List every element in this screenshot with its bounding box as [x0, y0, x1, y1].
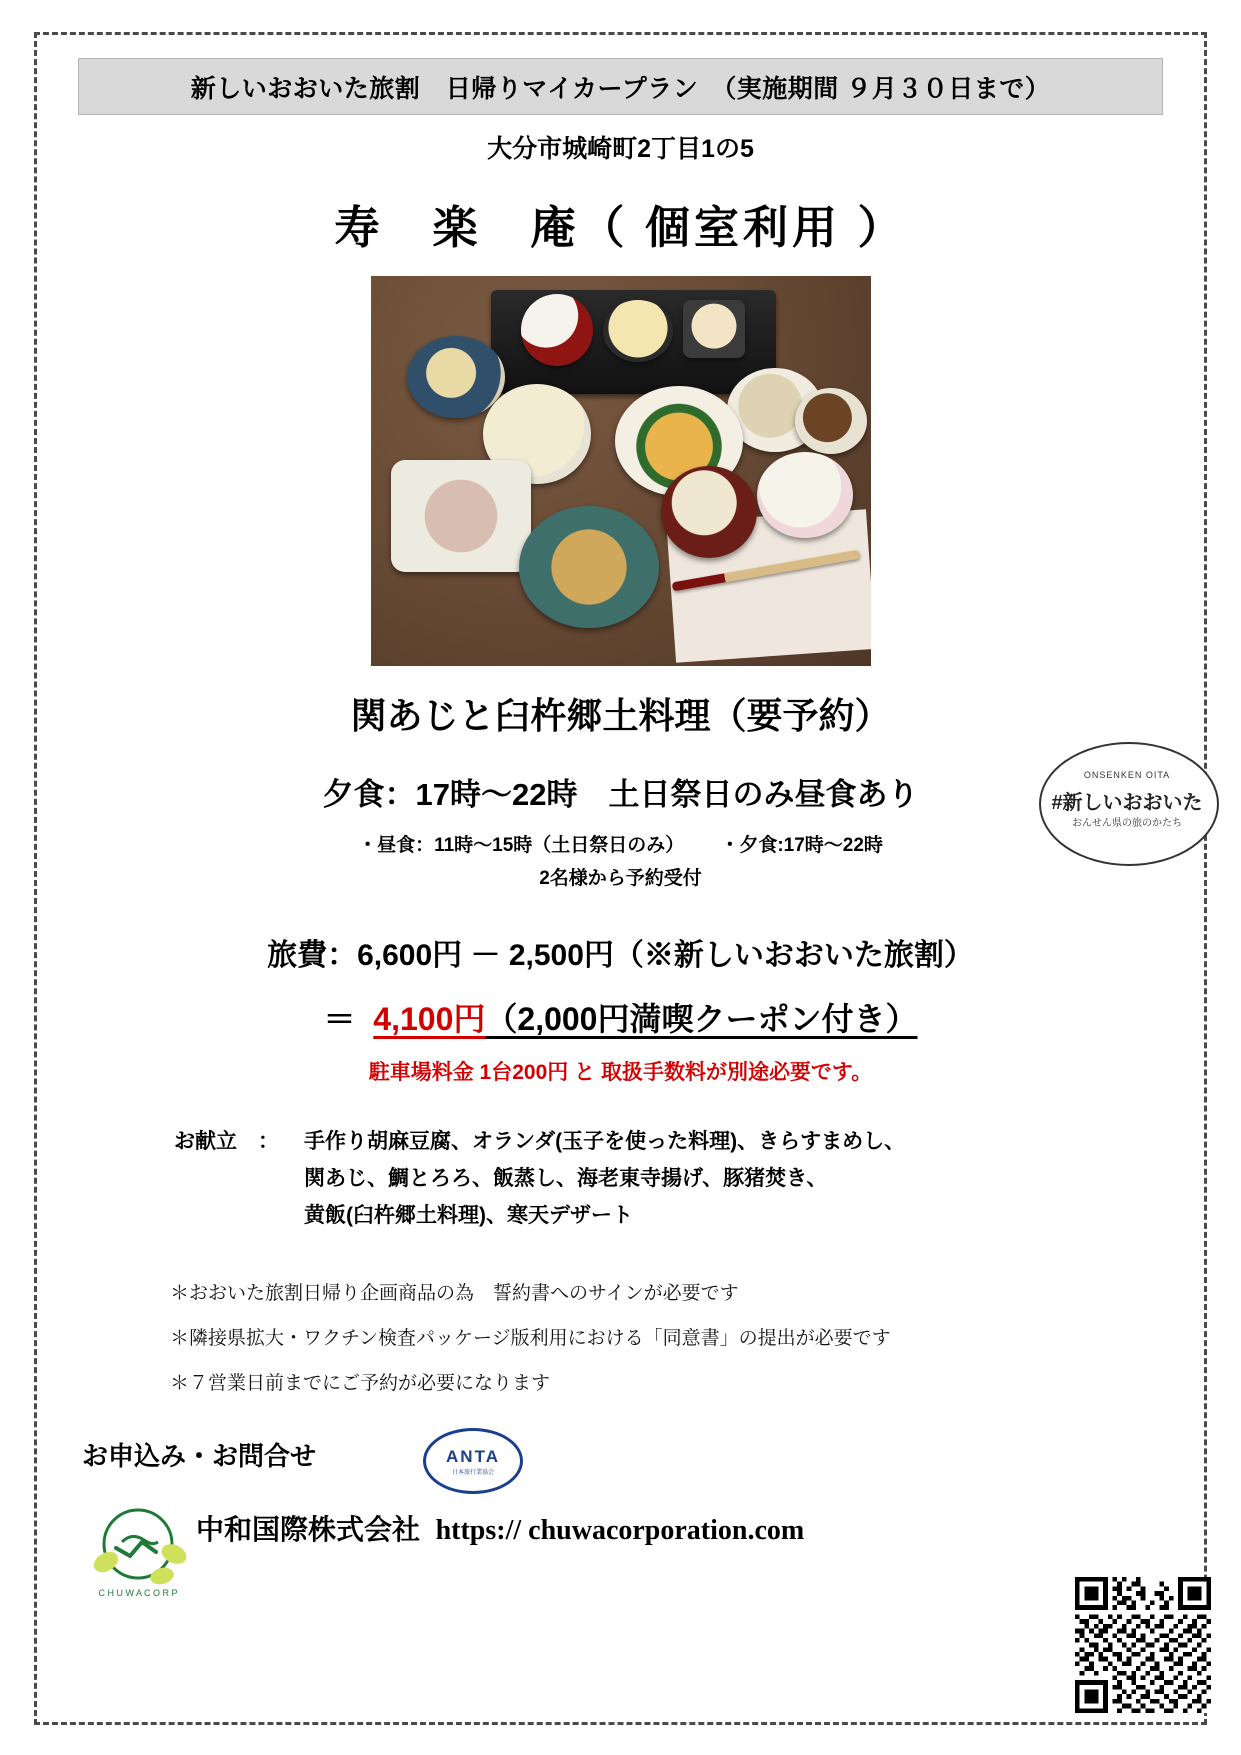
stamp-main-text: #新しいおおいた	[1051, 792, 1203, 814]
company-url[interactable]: https:// chuwacorporation.com	[435, 1515, 805, 1547]
hours-main: 夕食：17時～22時 土日祭日のみ昼食あり	[322, 777, 919, 812]
photo-dish	[603, 300, 673, 362]
photo-dish	[521, 294, 593, 366]
hours-lunch: ・昼食：11時～15時（土日祭日のみ）	[358, 835, 685, 856]
stamp-bottom-text: おんせん県の旅のかたち	[1072, 818, 1182, 829]
notes-list	[78, 1272, 1163, 1406]
price-total	[78, 994, 1163, 1040]
note-item: ＊隣接県拡大・ワクチン検査パッケージ版利用における「同意書」の提出が必要です	[170, 1327, 891, 1349]
menu-line-2: 関あじ、鯛とろろ、飯蒸し、海老東寺揚げ、豚猪焚き、	[304, 1166, 828, 1190]
menu-label: お献立 ：	[174, 1130, 279, 1153]
note-item: ＊おおいた旅割日帰り企画商品の為 誓約書へのサインが必要です	[170, 1283, 739, 1305]
price-calculation: 旅費：6,600円 － 2,500円（※新しいおおいた旅割）	[267, 939, 974, 972]
photo-dish	[683, 300, 745, 358]
photo-dish	[661, 466, 757, 558]
shop-address: 大分市城崎町2丁目1の5	[487, 135, 754, 163]
anta-badge-icon	[423, 1428, 523, 1494]
svg-text:C H U W A C O R P: C H U W A C O R P	[98, 1588, 178, 1599]
photo-dish	[519, 506, 659, 628]
photo-dish	[757, 452, 853, 538]
note-item: ＊７営業日前までにご予約が必要になります	[170, 1372, 551, 1394]
anta-badge-text: ANTA	[446, 1446, 500, 1466]
hours-dinner: ・夕食:17時～22時	[720, 835, 883, 856]
kaiseki-meal-photo	[371, 276, 871, 666]
price-amount: 4,100円	[373, 1001, 486, 1037]
hours-detail	[78, 830, 1163, 857]
header-banner: 新しいおおいた旅割 日帰りマイカープラン （実施期間 ９月３０日まで）	[78, 58, 1163, 115]
reservation-note: 2名様から予約受付	[539, 868, 702, 889]
stamp-top-text: ONSENKEN OITA	[1083, 770, 1171, 780]
photo-dish	[391, 460, 531, 572]
price-coupon: （2,000円満喫クーポン付き）	[485, 1001, 918, 1037]
photo-dish	[795, 388, 867, 454]
menu-line-1: 手作り胡麻豆腐、オランダ(玉子を使った料理)、きらすまめし、	[304, 1130, 906, 1153]
parking-fee-note: 駐車場料金 1台200円 と 取扱手数料が別途必要です。	[368, 1061, 873, 1084]
photo-dish	[407, 336, 505, 418]
anta-badge-sub: 日本旅行業協会	[451, 1469, 494, 1476]
meal-photo	[371, 276, 871, 666]
shop-title: 寿 楽 庵（ 個室利用 ）	[334, 202, 907, 253]
meal-caption: 関あじと臼杵郷土料理（要予約）	[350, 695, 891, 736]
equals-sign: ＝	[323, 1001, 356, 1037]
menu-line-3: 黄飯(臼杵郷土料理)、寒天デザート	[304, 1203, 633, 1227]
footer-section	[78, 1436, 1163, 1626]
company-contact	[196, 1508, 804, 1548]
company-name: 中和国際株式会社	[196, 1514, 421, 1546]
menu-section	[78, 1124, 1163, 1234]
apply-label: お申込み・お問合せ	[82, 1441, 317, 1472]
chuwacorp-logo-icon	[86, 1498, 196, 1602]
